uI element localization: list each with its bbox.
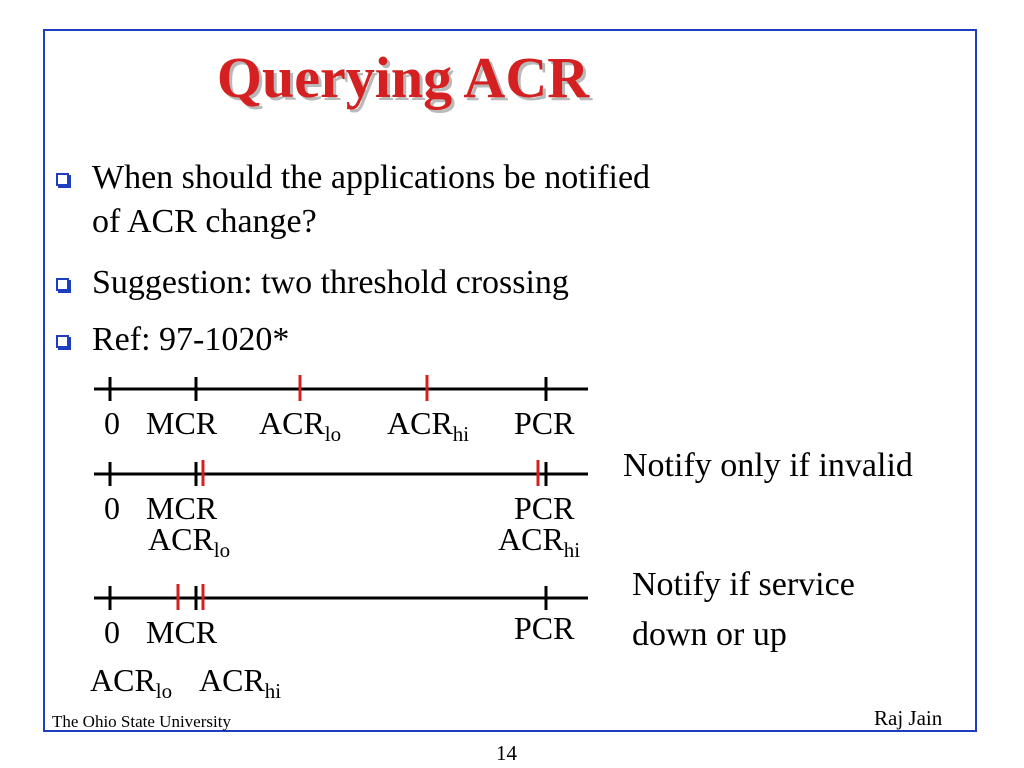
- footer-institution: The Ohio State University: [52, 712, 231, 731]
- row2-acr-lo-label: $ACR_{lo}$: [148, 521, 231, 562]
- bullet-3-text: Ref: 97-1020*: [92, 321, 290, 358]
- row1-pcr-label: PCR: [514, 405, 575, 441]
- row2-mcr-label: MCR: [146, 490, 218, 526]
- row2-note: Notify only if invalid: [623, 447, 913, 484]
- row1-acr-lo-label: $ACR_{lo}$: [259, 405, 342, 446]
- row2-pcr-label: PCR: [514, 490, 575, 526]
- bullet-1-line-2: of ACR change?: [92, 203, 317, 240]
- row3-note-line-2: down or up: [632, 616, 787, 653]
- row1-zero-label: 0: [104, 405, 120, 441]
- row1-mcr-label: MCR: [146, 405, 218, 441]
- row3-mcr-label: MCR: [146, 614, 218, 650]
- row1-acr-hi-label: $ACR_{hi}$: [387, 405, 470, 446]
- row3-zero-label: 0: [104, 614, 120, 650]
- row3-note-line-1: Notify if service: [632, 566, 855, 603]
- row2-zero-label: 0: [104, 490, 120, 526]
- row3-pcr-label: PCR: [514, 610, 575, 646]
- bullet-1-line-1: When should the applications be notified: [92, 159, 651, 196]
- footer-author: Raj Jain: [874, 706, 943, 730]
- row3-acr-lo-label: $ACR_{lo}$: [90, 662, 173, 703]
- slide-title: Querying ACR: [216, 45, 590, 110]
- row3-acr-hi-label: $ACR_{hi}$: [199, 662, 282, 703]
- bullet-2-text: Suggestion: two threshold crossing: [92, 264, 569, 301]
- row2-acr-hi-label: $ACR_{hi}$: [498, 521, 581, 562]
- page-number: 14: [496, 741, 517, 765]
